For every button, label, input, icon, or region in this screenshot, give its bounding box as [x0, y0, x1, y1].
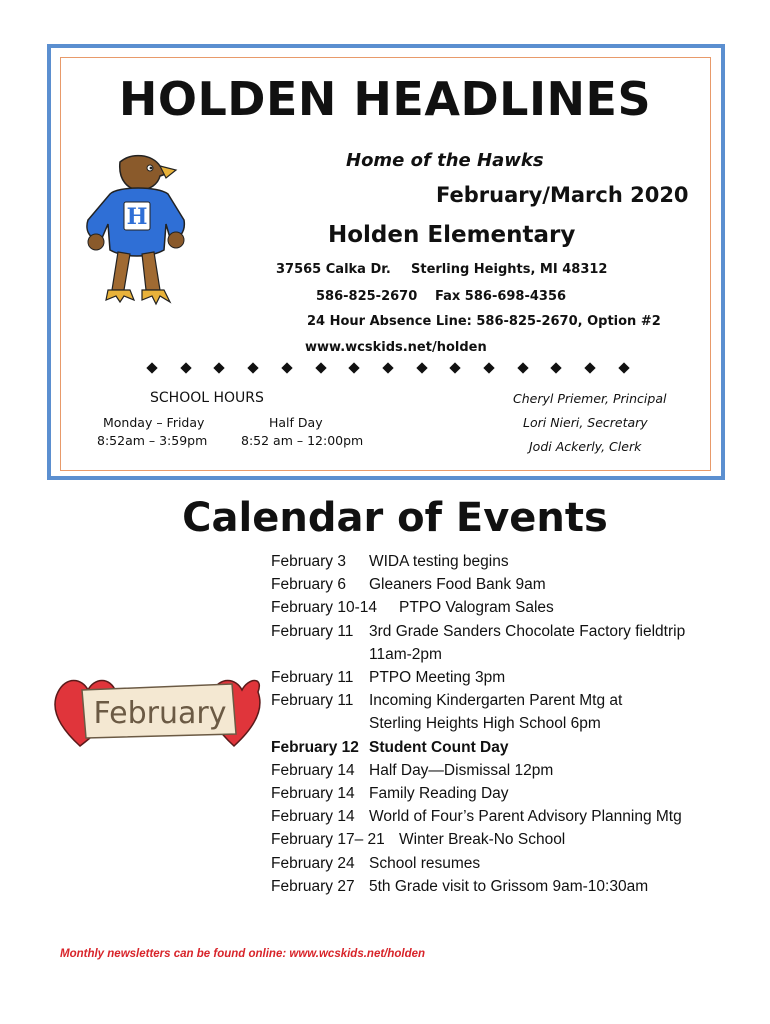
event-row	[271, 782, 751, 805]
event-row-highlighted	[271, 736, 751, 759]
event-row	[271, 550, 751, 573]
staff-clerk: Jodi Ackerly, Clerk	[529, 439, 642, 454]
event-date: February 14	[271, 761, 355, 779]
event-text: World of Four’s Parent Advisory Planning Mtg	[369, 808, 682, 826]
event-text: Incoming Kindergarten Parent Mtg at	[369, 692, 623, 710]
event-row	[271, 828, 751, 851]
event-text: Winter Break-No School	[399, 831, 566, 849]
event-row	[271, 852, 751, 875]
event-text-block	[369, 689, 751, 735]
event-text-block	[369, 620, 751, 666]
mascot-shirt-letter: H	[126, 204, 148, 230]
event-row	[271, 620, 751, 666]
event-date: February 3	[271, 553, 346, 570]
hawk-mascot-icon	[80, 150, 190, 315]
event-text: Student Count Day	[369, 738, 509, 756]
diamond-divider	[148, 364, 628, 372]
event-text: WIDA testing begins	[369, 553, 509, 570]
event-text-continued: Sterling Heights High School 6pm	[369, 715, 601, 733]
diamond-icon	[247, 362, 258, 373]
event-row	[271, 573, 751, 596]
diamond-icon	[382, 362, 393, 373]
event-date: February 17– 21	[271, 831, 385, 849]
event-row	[271, 759, 751, 782]
issue-date: February/March 2020	[436, 183, 689, 207]
event-date: February 6	[271, 576, 346, 594]
event-date: February 11	[271, 692, 354, 710]
february-hearts-icon	[52, 668, 262, 750]
tagline: Home of the Hawks	[346, 150, 544, 171]
event-date: February 10-14	[271, 599, 377, 617]
diamond-icon	[180, 362, 191, 373]
staff-secretary: Lori Nieri, Secretary	[523, 415, 648, 430]
school-name: Holden Elementary	[328, 222, 576, 248]
diamond-icon	[214, 362, 225, 373]
full-day-time: 8:52am – 3:59pm	[97, 433, 208, 448]
phone-number: 586-825-2670	[316, 289, 418, 304]
diamond-icon	[315, 362, 326, 373]
address-city: Sterling Heights, MI 48312	[411, 262, 608, 277]
absence-line: 24 Hour Absence Line: 586-825-2670, Option #2	[307, 314, 661, 329]
full-day-label: Monday – Friday	[103, 415, 205, 430]
event-row	[271, 875, 751, 898]
half-day-label: Half Day	[269, 415, 323, 430]
diamond-icon	[584, 362, 595, 373]
event-date: February 24	[271, 854, 355, 872]
event-row	[271, 666, 751, 689]
event-date: February 12	[271, 738, 359, 756]
event-row	[271, 689, 751, 735]
event-text: 3rd Grade Sanders Chocolate Factory fieldtrip	[369, 622, 686, 640]
footer-note: Monthly newsletters can be found online: www.wcskids.net/holden	[60, 948, 426, 960]
fax-number: Fax 586-698-4356	[435, 289, 567, 304]
event-text: Family Reading Day	[369, 785, 509, 803]
school-hours-heading: SCHOOL HOURS	[150, 390, 264, 406]
diamond-icon	[281, 362, 292, 373]
diamond-icon	[618, 362, 629, 373]
event-date: February 11	[271, 669, 354, 687]
address-street: 37565 Calka Dr.	[276, 262, 391, 277]
diamond-icon	[517, 362, 528, 373]
diamond-icon	[146, 362, 157, 373]
event-date: February 14	[271, 785, 355, 803]
newsletter-title: HOLDEN HEADLINES	[118, 72, 652, 126]
event-row	[271, 805, 751, 828]
event-text: PTPO Valogram Sales	[399, 599, 554, 617]
event-text: 5th Grade visit to Grissom 9am-10:30am	[369, 877, 649, 895]
staff-principal: Cheryl Priemer, Principal	[513, 391, 667, 406]
diamond-icon	[349, 362, 360, 373]
diamond-icon	[483, 362, 494, 373]
february-art-label: February	[93, 696, 227, 731]
event-text: Gleaners Food Bank 9am	[369, 576, 546, 594]
events-list	[271, 550, 751, 898]
event-date: February 27	[271, 877, 355, 895]
website-link[interactable]: www.wcskids.net/holden	[305, 340, 487, 355]
event-text: Half Day—Dismissal 12pm	[369, 761, 554, 779]
calendar-title: Calendar of Events	[182, 495, 608, 541]
event-text: PTPO Meeting 3pm	[369, 669, 506, 687]
event-text: School resumes	[369, 854, 481, 872]
diamond-icon	[450, 362, 461, 373]
event-text-continued: 11am-2pm	[369, 645, 442, 663]
event-date: February 11	[271, 622, 354, 640]
diamond-icon	[416, 362, 427, 373]
diamond-icon	[551, 362, 562, 373]
event-date: February 14	[271, 808, 355, 826]
event-row	[271, 596, 751, 619]
half-day-time: 8:52 am – 12:00pm	[241, 433, 364, 448]
